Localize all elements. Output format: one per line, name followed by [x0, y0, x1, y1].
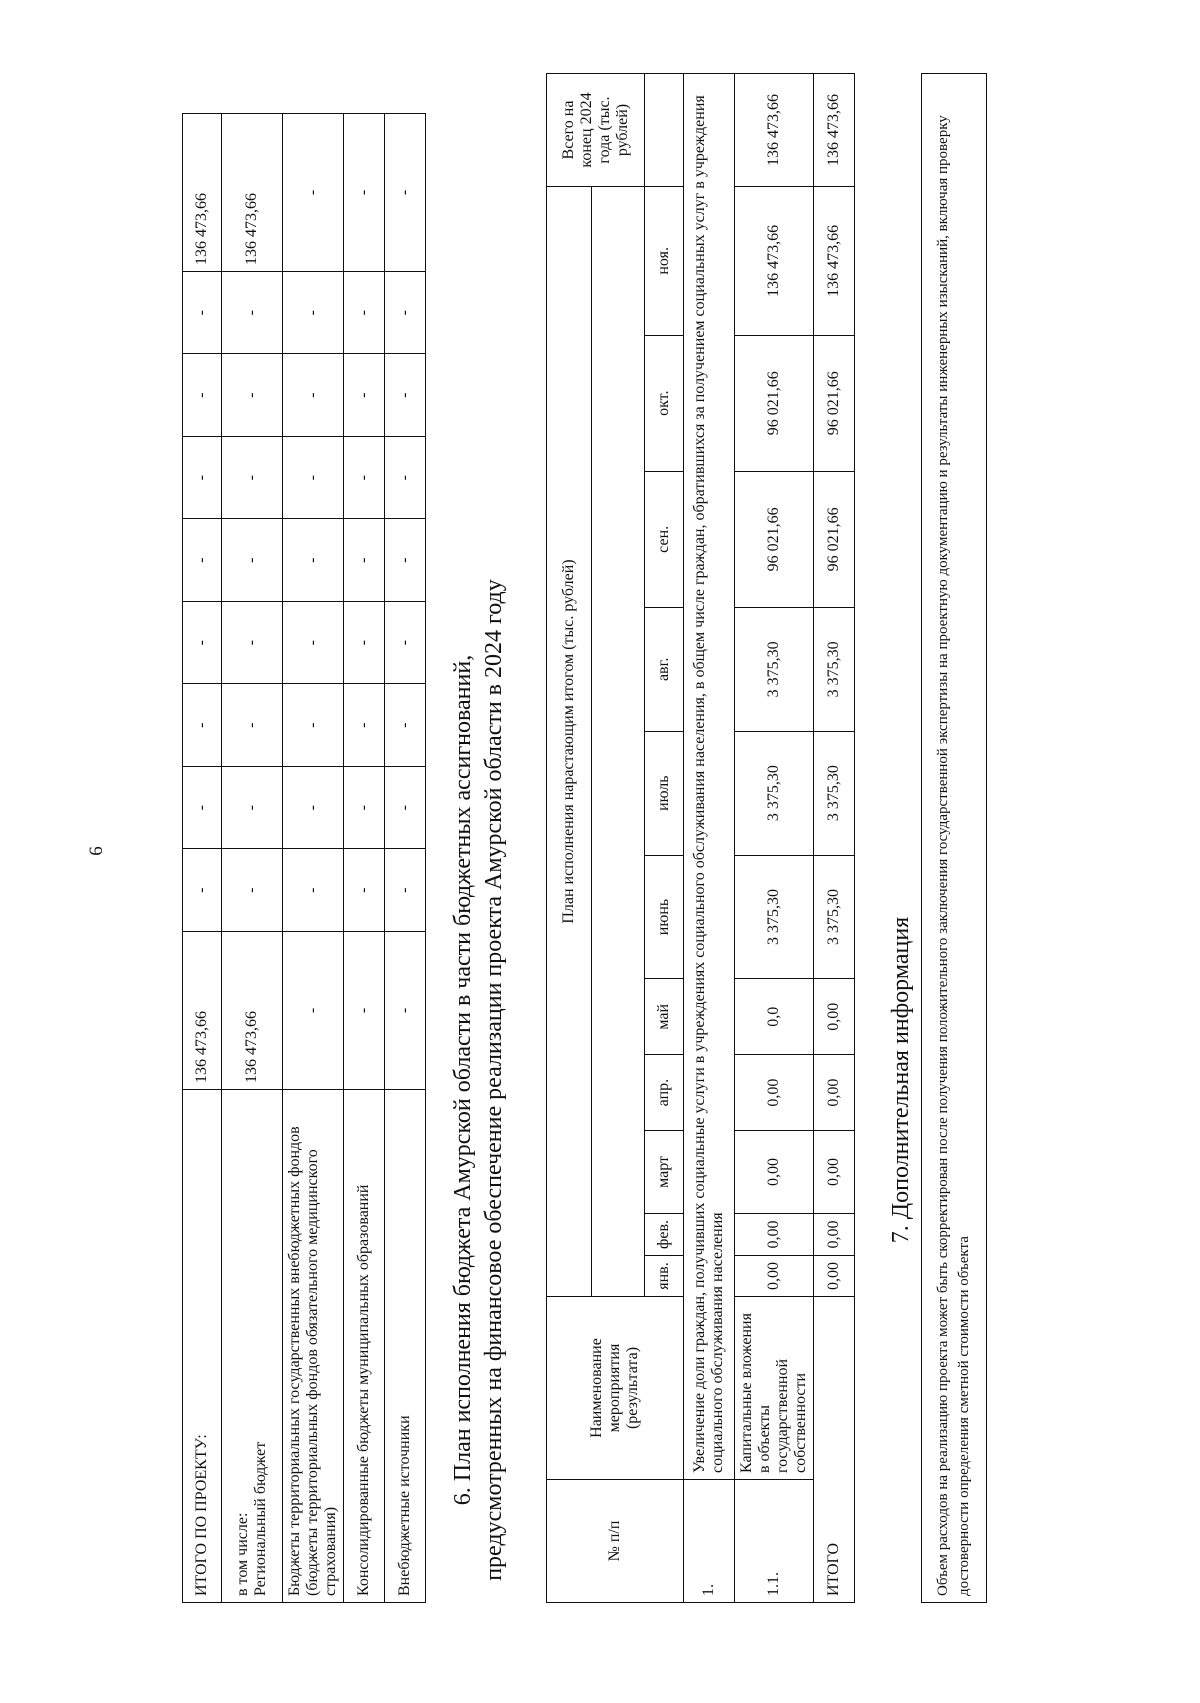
month-header: фев. — [645, 1213, 684, 1255]
value-cell: 3 375,30 — [735, 607, 814, 731]
value-cell: 3 375,30 — [735, 855, 814, 979]
header-spacer — [592, 187, 645, 1297]
value-cell: 136 473,66 — [735, 187, 814, 336]
cell: - — [283, 437, 344, 520]
value-cell: 96 021,66 — [814, 471, 855, 607]
section-row — [684, 74, 735, 1603]
row-total: - — [283, 114, 344, 272]
cell: - — [344, 519, 385, 602]
table-row — [283, 114, 344, 1603]
value-cell: 0,00 — [814, 1256, 855, 1297]
cell: - — [385, 602, 426, 685]
table-row — [922, 74, 987, 1603]
value-cell: 136 473,66 — [814, 187, 855, 336]
section-text: Увеличение доли граждан, получивших социальные услуги в учреждениях социального обслуживания населения, в общем числе граждан, обратившихся за получением социальных услуг в учреждения социального обслуживания населения — [684, 74, 735, 1480]
cell: - — [385, 849, 426, 932]
row-name: ИТОГО ПО ПРОЕКТУ: — [183, 1090, 222, 1603]
total-cell: 136 473,66 — [735, 74, 814, 187]
table-row — [735, 74, 814, 1603]
value-cell: 0,00 — [814, 1213, 855, 1255]
cell: - — [283, 602, 344, 685]
cell: - — [222, 767, 283, 850]
month-header: апр. — [645, 1055, 684, 1131]
item-num: 1.1. — [735, 1480, 814, 1603]
row-name: Внебюджетные источники — [385, 1090, 426, 1603]
cell: - — [183, 767, 222, 850]
table-row — [222, 114, 283, 1603]
total-label: ИТОГО — [814, 1297, 855, 1603]
cell: - — [183, 519, 222, 602]
row-total: 136 473,66 — [183, 114, 222, 272]
cell: - — [222, 272, 283, 355]
month-header: авг. — [645, 607, 684, 731]
table-row — [344, 114, 385, 1603]
col-header-total: Всего на конец 2024 года (тыс. рублей) — [547, 74, 645, 187]
item-name: Капитальные вложения в объекты государственной собственности — [735, 1297, 814, 1480]
row-total: 136 473,66 — [222, 114, 283, 272]
row-total: - — [385, 114, 426, 272]
value-cell: 3 375,30 — [814, 731, 855, 855]
cell: - — [183, 602, 222, 685]
cell: - — [183, 354, 222, 437]
value-cell: 0,00 — [735, 1055, 814, 1131]
row-name — [222, 1090, 283, 1603]
value-cell: 96 021,66 — [735, 471, 814, 607]
table-row — [183, 114, 222, 1603]
cell: - — [344, 684, 385, 767]
cell: - — [385, 684, 426, 767]
row-total: - — [385, 932, 426, 1090]
section-num: 1. — [684, 1480, 735, 1603]
month-header: март — [645, 1130, 684, 1213]
row-name-text: Региональный бюджет — [252, 1441, 269, 1596]
row-total: - — [344, 932, 385, 1090]
month-header: июль — [645, 731, 684, 855]
col-header-num: № п/п — [547, 1480, 684, 1603]
cell: - — [222, 849, 283, 932]
value-cell: 3 375,30 — [814, 855, 855, 979]
cell: - — [183, 437, 222, 520]
cell: - — [344, 602, 385, 685]
row-name: Консолидированные бюджеты муниципальных образований — [344, 1090, 385, 1603]
cell: - — [385, 354, 426, 437]
value-cell: 96 021,66 — [735, 335, 814, 471]
total-blank — [645, 74, 684, 187]
cell: - — [283, 684, 344, 767]
cell: - — [385, 767, 426, 850]
cell: - — [222, 519, 283, 602]
value-cell: 3 375,30 — [814, 607, 855, 731]
row-total: - — [283, 932, 344, 1090]
cell: - — [183, 272, 222, 355]
table-header-row — [547, 74, 592, 1603]
cell: - — [344, 437, 385, 520]
value-cell: 96 021,66 — [814, 335, 855, 471]
month-header: сен. — [645, 471, 684, 607]
cell: - — [183, 849, 222, 932]
financing-table — [182, 113, 426, 1603]
cell: - — [222, 437, 283, 520]
page-number: 6 — [85, 846, 107, 856]
cell: - — [385, 519, 426, 602]
additional-info-text: Объем расходов на реализацию проекта может быть скорректирован после получения положительного заключения государственной экспертизы на проектную документацию и результаты инженерных изысканий, включая проверку достоверности определения сметной стоимости объекта — [922, 74, 987, 1603]
row-total: 136 473,66 — [183, 932, 222, 1090]
month-header: окт. — [645, 335, 684, 471]
value-cell: 0,00 — [814, 1055, 855, 1131]
total-cell: 136 473,66 — [814, 74, 855, 187]
month-header: июнь — [645, 855, 684, 979]
value-cell: 0,00 — [814, 1130, 855, 1213]
additional-info-table — [921, 73, 987, 1603]
cell: - — [344, 354, 385, 437]
value-cell: 0,0 — [735, 979, 814, 1055]
section-6-title: 6. План исполнения бюджета Амурской области в части бюджетных ассигнований, предусмотренных на финансовое обеспечение реализации проекта Амурской области в 2024 году — [450, 579, 507, 1581]
value-cell: 0,00 — [735, 1213, 814, 1255]
month-header: май — [645, 979, 684, 1055]
cell: - — [283, 354, 344, 437]
cell: - — [222, 602, 283, 685]
cell: - — [222, 684, 283, 767]
value-cell: 0,00 — [735, 1130, 814, 1213]
total-row — [814, 74, 855, 1603]
row-total: - — [344, 114, 385, 272]
cell: - — [385, 272, 426, 355]
cell: - — [344, 849, 385, 932]
month-header: ноя. — [645, 187, 684, 336]
table-row — [385, 114, 426, 1603]
col-header-name: Наименование мероприятия (результата) — [547, 1297, 684, 1480]
value-cell: 0,00 — [735, 1256, 814, 1297]
budget-plan-table — [546, 73, 855, 1603]
col-header-plan: План исполнения нарастающим итогом (тыс. рублей) — [547, 187, 592, 1297]
section-7-title: 7. Дополнительная информация — [888, 916, 914, 1244]
value-cell: 0,00 — [814, 979, 855, 1055]
value-cell: 3 375,30 — [735, 731, 814, 855]
cell: - — [283, 519, 344, 602]
row-name-prefix: в том числе: — [234, 1512, 251, 1596]
row-total: 136 473,66 — [222, 932, 283, 1090]
cell: - — [283, 767, 344, 850]
cell: - — [222, 354, 283, 437]
cell: - — [344, 272, 385, 355]
month-header: янв. — [645, 1256, 684, 1297]
cell: - — [283, 272, 344, 355]
cell: - — [283, 849, 344, 932]
cell: - — [385, 437, 426, 520]
cell: - — [183, 684, 222, 767]
row-name: Бюджеты территориальных государственных внебюджетных фондов (бюджеты территориальных фондов обязательного медицинского страхования) — [283, 1090, 344, 1603]
cell: - — [344, 767, 385, 850]
